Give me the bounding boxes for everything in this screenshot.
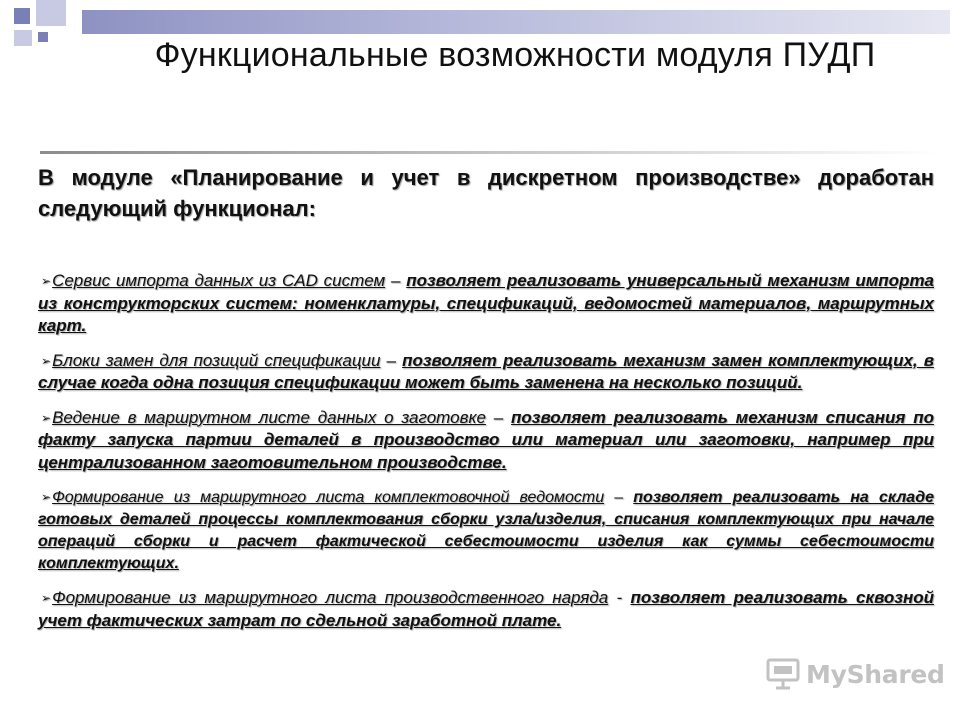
feature-name: Ведение в маршрутном листе данных о заготовке [52, 407, 486, 427]
feature-separator: – [380, 350, 403, 370]
feature-list [38, 270, 934, 644]
watermark [766, 656, 945, 692]
list-item [38, 486, 934, 575]
feature-description: позволяет реализовать механизм замен комплектующих, в случае когда одна позиция спецификации может быть заменена на несколько позиций. [38, 350, 934, 392]
feature-separator: – [604, 489, 634, 506]
decor-square-1 [14, 8, 30, 24]
presentation-board-icon [766, 657, 800, 691]
feature-name: Формирование из маршрутного листа производственного наряда [52, 588, 609, 607]
list-item [38, 270, 934, 338]
feature-name: Сервис импорта данных из CAD систем [52, 271, 386, 290]
feature-description: позволяет реализовать универсальный механизм импорта из конструкторских систем: номенклатуры, спецификаций, ведомостей материалов, маршрутных карт. [38, 271, 935, 335]
feature-separator: - [608, 588, 631, 607]
feature-description: позволяет реализовать сквозной учет фактических затрат по сдельной заработной плате. [38, 588, 935, 630]
list-item [38, 350, 934, 395]
title-divider [40, 151, 940, 154]
watermark-text: MyShared [806, 659, 945, 689]
arrow-bullet-icon: ➢ [41, 353, 52, 368]
decor-square-2 [36, 0, 66, 26]
feature-description: позволяет реализовать на складе готовых деталей процессы комплектования сборки узла/изделия, списания комплектующих при начале операций сборки и расчет фактической себестоимости изделия как суммы себестоимости комплектующих. [38, 489, 934, 572]
arrow-bullet-icon: ➢ [41, 490, 52, 504]
list-item [38, 407, 934, 475]
intro-text: В модуле «Планирование и учет в дискретном производстве» доработан следующий функционал: [38, 165, 934, 221]
arrow-bullet-icon: ➢ [41, 274, 52, 288]
feature-separator: – [385, 271, 407, 290]
feature-description: позволяет реализовать механизм списания по факту запуска партии деталей в производство или материал или заготовки, например при централизованном заготовительном производстве. [38, 407, 934, 472]
feature-name: Блоки замен для позиций спецификации [52, 350, 381, 370]
list-item [38, 587, 934, 632]
arrow-bullet-icon: ➢ [41, 410, 52, 425]
feature-separator: – [485, 407, 511, 427]
arrow-bullet-icon: ➢ [41, 591, 52, 605]
header-bar [82, 10, 950, 34]
slide-title: Функциональные возможности модуля ПУДП [154, 36, 876, 74]
feature-name: Формирование из маршрутного листа комплектовочной ведомости [52, 489, 605, 506]
